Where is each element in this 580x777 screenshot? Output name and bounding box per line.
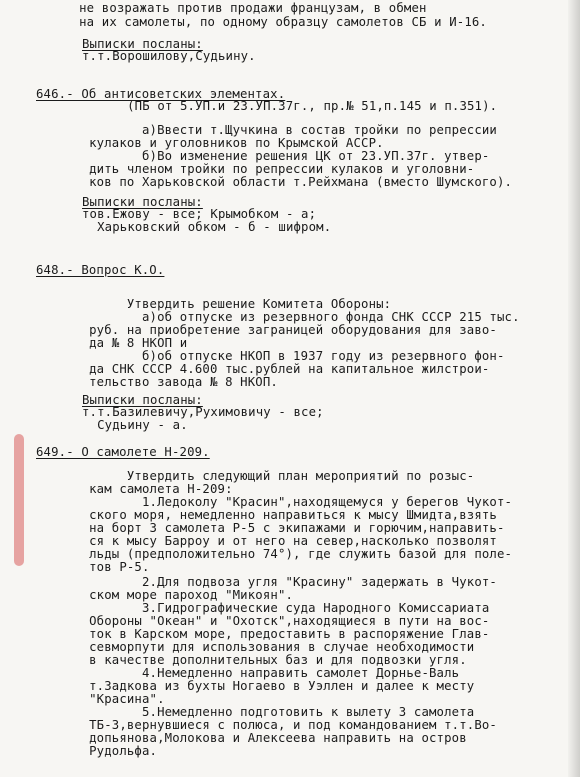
text-line: Обороны "Океан" и "Охотск",находящиеся в пути на вос- [74,614,490,628]
text-line: ском море пароход "Микоян". [74,588,294,602]
text-line: 1.Ледоколу "Красин",находящемуся у берегов Чукот- [74,495,513,509]
text-line: 5.Немедленно подготовить к вылету 3 самолета [74,705,475,719]
dispatch-recipients: т.т.Базилевичу,Рухимовичу - все; [82,405,324,419]
text-line: 2.Для подвоза угля "Красину" задержать в Чукот- [74,575,497,589]
text-line: 3.Гидрографические суда Народного Комиссариата [74,601,490,615]
text-line: да СНК СССР 4.600 тыс.рублей на капитальное жилстрои- [74,362,490,376]
text-line: тов Р-5. [74,560,150,574]
text-line: да № 8 НКОП и [74,336,188,350]
section-title-648: 648.- Вопрос К.О. [36,263,165,277]
text-line: т.Задкова из бухты Ногаево в Уэллен и далее к месту [74,679,475,693]
text-line: ков по Харьковской области т.Рейхмана (вместо Шумского). [74,175,513,189]
dispatch-heading: Выписки посланы: [82,195,203,209]
text-line: руб. на приобретение заграницей оборудования для заво- [74,323,497,337]
dispatch-heading: Выписки посланы: [82,393,203,407]
text-line: на борт 3 самолета Р-5 с экипажами и горючим,направить- [74,521,505,535]
dispatch-heading: Выписки посланы: [82,37,203,51]
text-line: льды (предположительно 74°), где служить базой для поле- [74,547,513,561]
text-line: севморпути для использования в случае необходимости [74,640,475,654]
text-line: на их самолеты, по одному образцу самолетов СБ и И-16. [64,15,487,29]
dispatch-recipients: Судьину - а. [82,418,188,432]
text-line: не возражать против продажи французам, в обмен [64,1,427,15]
page-edge-shadow [568,0,580,777]
text-line: тельство завода № 8 НКОП. [74,375,278,389]
text-line: ся к мысу Барроу и от него на север,насколько позволят [74,534,497,548]
text-line: 4.Немедленно направить самолет Дорнье-Валь [74,666,460,680]
text-line: а)об отпуске из резервного фонда СНК СССР 215 тыс. [74,310,520,324]
text-line: кулаков и уголовников по Крымской АССР. [74,136,384,150]
text-line: кам самолета Н-209: [74,482,233,496]
text-line: в качестве дополнительных баз и для подвозки угля. [74,653,467,667]
text-line: ТБ-3,вернувшиеся с полюса, и под командованием т.т.Во- [74,718,497,732]
text-line: Утвердить решение Комитета Обороны: [74,297,392,311]
text-line: допьянова,Молокова и Алексеева направить на остров [74,731,467,745]
text-line: б)об отпуске НКОП в 1937 году из резервного фон- [74,349,505,363]
dispatch-recipients: тов.Ежову - все; Крымобком - а; [82,207,317,221]
text-line: б)Во изменение решения ЦК от 23.УП.37г. утвер- [74,149,490,163]
text-line: "Красина". [74,692,165,706]
dispatch-recipients: Харьковский обком - б - шифром. [82,220,332,234]
highlight-marker [14,434,24,566]
section-title-646: 646.- Об антисоветских элементах. [36,87,286,101]
text-line: Утвердить следующий план мероприятий по розыс- [74,469,475,483]
section-title-649: 649.- О самолете Н-209. [36,445,210,459]
text-line: Рудольфа. [74,744,158,758]
text-line: ского моря, немедленно направиться к мысу Шмидта,взять [74,508,497,522]
text-line: (ПБ от 5.УП.и 23.УП.37г., пр.№ 51,п.145 и п.351). [112,99,498,113]
text-line: а)Ввести т.Щучкина в состав тройки по репрессии [74,123,497,137]
text-line: ток в Карском море, предоставить в распоряжение Глав- [74,627,490,641]
dispatch-recipients: т.т.Ворошилову,Судьину. [82,49,256,63]
text-line: дить членом тройки по репрессии кулаков и уголовни- [74,162,475,176]
